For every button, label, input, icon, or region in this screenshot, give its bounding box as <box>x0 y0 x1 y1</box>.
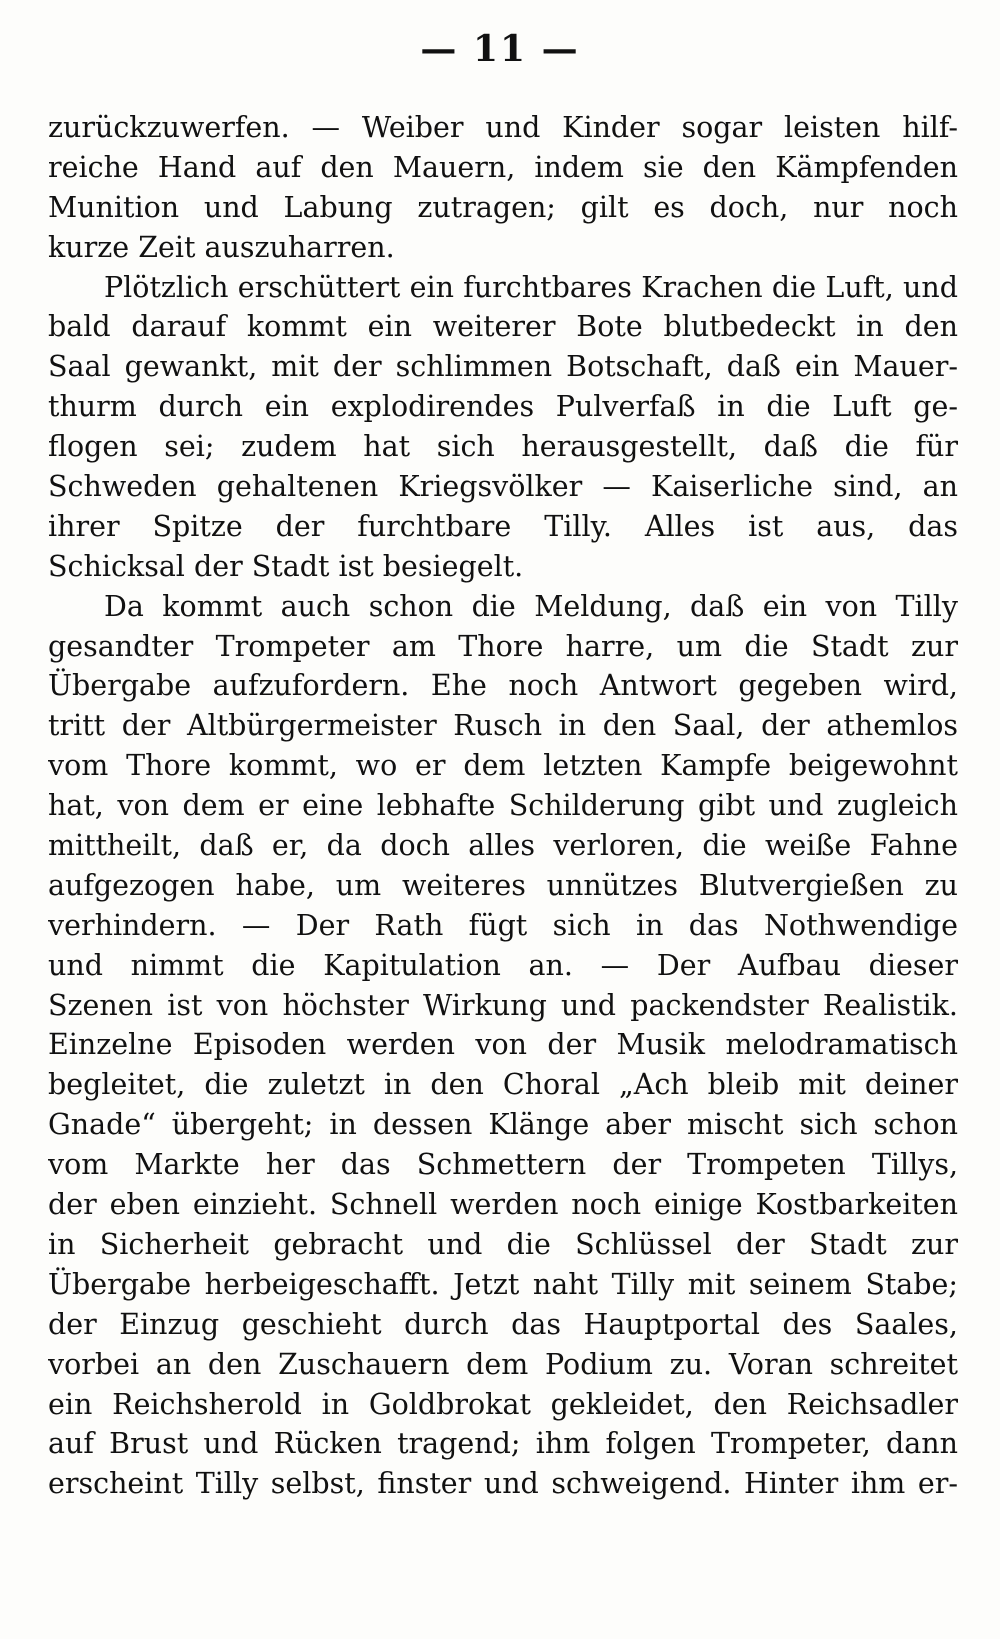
text-line: Plötzlich erschüttert ein furchtbares Krachen die Luft, und <box>104 270 958 304</box>
text-line: Übergabe aufzufordern. Ehe noch Antwort gegeben wird, <box>48 669 958 703</box>
text-line: begleitet, die zuletzt in den Choral „Ach bleib mit deiner <box>48 1068 958 1102</box>
text-line: vom Thore kommt, wo er dem letzten Kampfe beigewohnt <box>48 749 958 783</box>
text-line: Schicksal der Stadt ist besiegelt. <box>48 549 524 583</box>
text-line: ihrer Spitze der furchtbare Tilly. Alles ist aus, das <box>48 509 958 543</box>
text-line: vorbei an den Zuschauern dem Podium zu. Voran schreitet <box>48 1347 958 1381</box>
text-line: aufgezogen habe, um weiteres unnützes Blutvergießen zu <box>48 868 958 902</box>
text-line: Saal gewankt, mit der schlimmen Botschaft, daß ein Mauer- <box>48 350 958 384</box>
text-line: in Sicherheit gebracht und die Schlüssel der Stadt zur <box>48 1227 958 1261</box>
text-line: mittheilt, daß er, da doch alles verloren, die weiße Fahne <box>48 829 958 863</box>
text-line: Übergabe herbeigeschafft. Jetzt naht Tilly mit seinem Stabe; <box>48 1267 958 1301</box>
text-line: tritt der Altbürgermeister Rusch in den Saal, der athemlos <box>48 709 958 743</box>
body-text <box>48 108 958 1504</box>
text-line: ein Reichsherold in Goldbrokat gekleidet, den Reichsadler <box>48 1387 958 1421</box>
text-line: der eben einzieht. Schnell werden noch einige Kostbarkeiten <box>48 1188 958 1222</box>
text-line: zurückzuwerfen. — Weiber und Kinder sogar leisten hilf- <box>48 111 958 144</box>
text-line: bald darauf kommt ein weiterer Bote blutbedeckt in den <box>48 310 958 344</box>
text-line: reiche Hand auf den Mauern, indem sie den Kämpfenden <box>48 150 958 184</box>
text-line: Munition und Labung zutragen; gilt es doch, nur noch <box>48 190 958 224</box>
page-number: — 11 — <box>420 28 580 70</box>
text-line: Szenen ist von höchster Wirkung und packendster Realistik. <box>48 988 958 1022</box>
text-line: flogen sei; zudem hat sich herausgestellt, daß die für <box>48 430 958 464</box>
text-line: kurze Zeit auszuharren. <box>48 230 395 264</box>
text-line: vom Markte her das Schmettern der Trompeten Tillys, <box>48 1148 958 1182</box>
text-line: auf Brust und Rücken tragend; ihm folgen Trompeter, dann <box>48 1427 958 1461</box>
text-line: hat, von dem er eine lebhafte Schilderung gibt und zugleich <box>48 789 958 823</box>
text-line: thurm durch ein explodirendes Pulverfaß in die Luft ge- <box>48 390 958 424</box>
text-line: und nimmt die Kapitulation an. — Der Aufbau dieser <box>48 948 958 982</box>
text-line: verhindern. — Der Rath fügt sich in das Nothwendige <box>48 908 958 942</box>
text-line: Einzelne Episoden werden von der Musik melodramatisch <box>48 1028 958 1062</box>
text-line: Schweden gehaltenen Kriegsvölker — Kaiserliche sind, an <box>48 470 958 504</box>
text-line: Da kommt auch schon die Meldung, daß ein von Tilly <box>104 589 958 623</box>
text-line: der Einzug geschieht durch das Hauptportal des Saales, <box>48 1307 958 1341</box>
text-line: gesandter Trompeter am Thore harre, um die Stadt zur <box>48 629 958 663</box>
text-line: Gnade“ übergeht; in dessen Klänge aber mischt sich schon <box>48 1108 958 1142</box>
text-line: erscheint Tilly selbst, finster und schweigend. Hinter ihm er- <box>48 1467 958 1501</box>
